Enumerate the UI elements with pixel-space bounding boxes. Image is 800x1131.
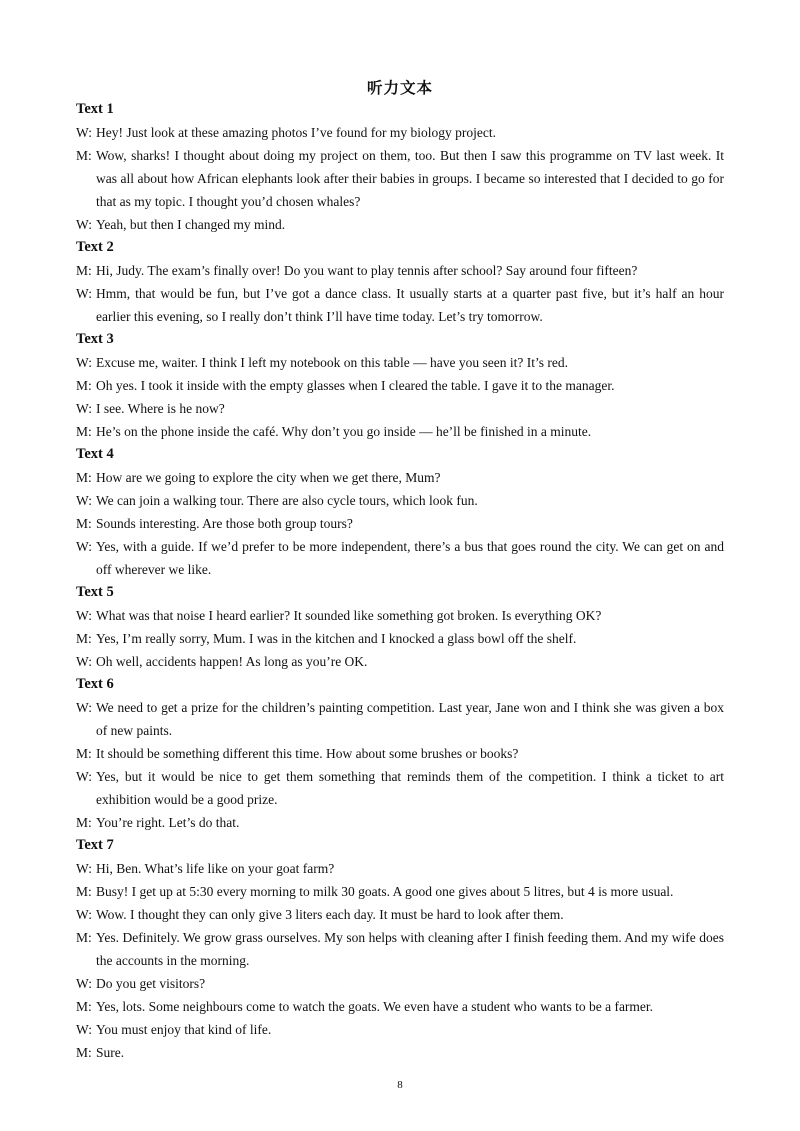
dialogue-text: Yes, lots. Some neighbours come to watch the goats. We even have a student who wants to be a farmer.	[96, 999, 654, 1014]
speaker-label: M :	[76, 1041, 96, 1064]
speaker-label: W :	[76, 972, 96, 995]
dialogue-line	[76, 650, 724, 673]
dialogue-text: Yeah, but then I changed my mind.	[96, 217, 286, 232]
dialogue-line	[76, 903, 724, 926]
dialogue-line	[76, 627, 724, 650]
page-number: 8	[397, 1079, 403, 1091]
dialogue-text: How are we going to explore the city when we get there, Mum?	[96, 470, 441, 485]
dialogue-line	[76, 742, 724, 765]
speaker-label: W :	[76, 489, 96, 512]
dialogue-line	[76, 926, 724, 972]
speaker-label: W :	[76, 857, 96, 880]
dialogue-line	[76, 696, 724, 742]
section-heading: Text 4	[76, 446, 114, 462]
dialogue-line	[76, 880, 724, 903]
dialogue-text: Oh yes. I took it inside with the empty glasses when I cleared the table. I gave it to the manager.	[96, 378, 615, 393]
dialogue-text: Sounds interesting. Are those both group tours?	[96, 516, 353, 531]
dialogue-text: He’s on the phone inside the café. Why don’t you go inside — he’ll be finished in a minute.	[96, 424, 592, 439]
speaker-label: M :	[76, 811, 96, 834]
dialogue-line	[76, 995, 724, 1018]
dialogue-line	[76, 604, 724, 627]
section-heading: Text 7	[76, 837, 114, 853]
dialogue-line	[76, 397, 724, 420]
dialogue-text: Busy! I get up at 5:30 every morning to milk 30 goats. A good one gives about 5 litres, but 4 is more usual.	[96, 884, 674, 899]
section-heading: Text 2	[76, 239, 114, 255]
dialogue-text: Wow. I thought they can only give 3 liters each day. It must be hard to look after them.	[96, 907, 564, 922]
dialogue-line	[76, 121, 724, 144]
dialogue-text: Yes, but it would be nice to get them something that reminds them of the competition. I think a ticket to art exhibition would be a good prize.	[96, 769, 724, 807]
dialogue-text: Hi, Ben. What’s life like on your goat farm?	[96, 861, 335, 876]
speaker-label: W :	[76, 213, 96, 236]
dialogue-line	[76, 512, 724, 535]
speaker-label: M :	[76, 627, 96, 650]
speaker-label: W :	[76, 535, 96, 558]
dialogue-line	[76, 213, 724, 236]
speaker-label: W :	[76, 903, 96, 926]
speaker-label: W :	[76, 121, 96, 144]
speaker-label: M :	[76, 259, 96, 282]
dialogue-line	[76, 259, 724, 282]
dialogue-text: Do you get visitors?	[96, 976, 206, 991]
speaker-label: W :	[76, 1018, 96, 1041]
dialogue-text: You’re right. Let’s do that.	[96, 815, 240, 830]
dialogue-text: Hey! Just look at these amazing photos I’ve found for my biology project.	[96, 125, 497, 140]
dialogue-text: Sure.	[96, 1045, 125, 1060]
dialogue-text: Wow, sharks! I thought about doing my project on them, too. But then I saw this programme on TV last week. It was all about how African elephants look after their babies in groups. I became so interested that I decided to go for that as my topic. I thought you’d chosen whales?	[96, 148, 724, 209]
speaker-label: M :	[76, 144, 96, 167]
dialogue-line	[76, 282, 724, 328]
speaker-label: W :	[76, 650, 96, 673]
dialogue-text: Oh well, accidents happen! As long as you’re OK.	[96, 654, 368, 669]
dialogue-line	[76, 857, 724, 880]
dialogue-text: Yes, I’m really sorry, Mum. I was in the kitchen and I knocked a glass bowl off the shelf.	[96, 631, 577, 646]
dialogue-text: Hi, Judy. The exam’s finally over! Do you want to play tennis after school? Say around four fifteen?	[96, 263, 638, 278]
page-title: 听力文本	[366, 79, 433, 97]
speaker-label: M :	[76, 742, 96, 765]
transcript-body	[76, 98, 724, 1064]
speaker-label: W :	[76, 765, 96, 788]
dialogue-text: I see. Where is he now?	[96, 401, 225, 416]
speaker-label: M :	[76, 374, 96, 397]
speaker-label: W :	[76, 351, 96, 374]
dialogue-line	[76, 765, 724, 811]
speaker-label: M :	[76, 880, 96, 903]
dialogue-text: We need to get a prize for the children’s painting competition. Last year, Jane won and I think she was given a box of new paints.	[96, 700, 724, 738]
dialogue-line	[76, 351, 724, 374]
speaker-label: W :	[76, 397, 96, 420]
dialogue-line	[76, 1041, 724, 1064]
dialogue-line	[76, 1018, 724, 1041]
dialogue-line	[76, 374, 724, 397]
speaker-label: W :	[76, 282, 96, 305]
dialogue-line	[76, 489, 724, 512]
dialogue-text: You must enjoy that kind of life.	[96, 1022, 272, 1037]
dialogue-text: Hmm, that would be fun, but I’ve got a dance class. It usually starts at a quarter past five, but it’s half an hour earlier this evening, so I really don’t think I’ll have time today. Let’s try tomorrow.	[96, 286, 724, 324]
section-heading: Text 6	[76, 676, 114, 692]
dialogue-text: We can join a walking tour. There are also cycle tours, which look fun.	[96, 493, 478, 508]
dialogue-line	[76, 811, 724, 834]
speaker-label: M :	[76, 512, 96, 535]
dialogue-line	[76, 144, 724, 213]
dialogue-text: Yes. Definitely. We grow grass ourselves. My son helps with cleaning after I finish feeding them. And my wife does the accounts in the morning.	[96, 930, 724, 968]
speaker-label: W :	[76, 604, 96, 627]
section-heading: Text 5	[76, 584, 114, 600]
section-heading: Text 1	[76, 101, 114, 117]
dialogue-text: It should be something different this time. How about some brushes or books?	[96, 746, 519, 761]
speaker-label: M :	[76, 926, 96, 949]
dialogue-text: Excuse me, waiter. I think I left my notebook on this table — have you seen it? It’s red.	[96, 355, 569, 370]
section-heading: Text 3	[76, 331, 114, 347]
dialogue-line	[76, 466, 724, 489]
dialogue-line	[76, 535, 724, 581]
dialogue-line	[76, 420, 724, 443]
speaker-label: M :	[76, 995, 96, 1018]
dialogue-line	[76, 972, 724, 995]
dialogue-text: What was that noise I heard earlier? It sounded like something got broken. Is everything OK?	[96, 608, 602, 623]
speaker-label: M :	[76, 466, 96, 489]
speaker-label: W :	[76, 696, 96, 719]
speaker-label: M :	[76, 420, 96, 443]
dialogue-text: Yes, with a guide. If we’d prefer to be more independent, there’s a bus that goes round the city. We can get on and off wherever we like.	[96, 539, 724, 577]
